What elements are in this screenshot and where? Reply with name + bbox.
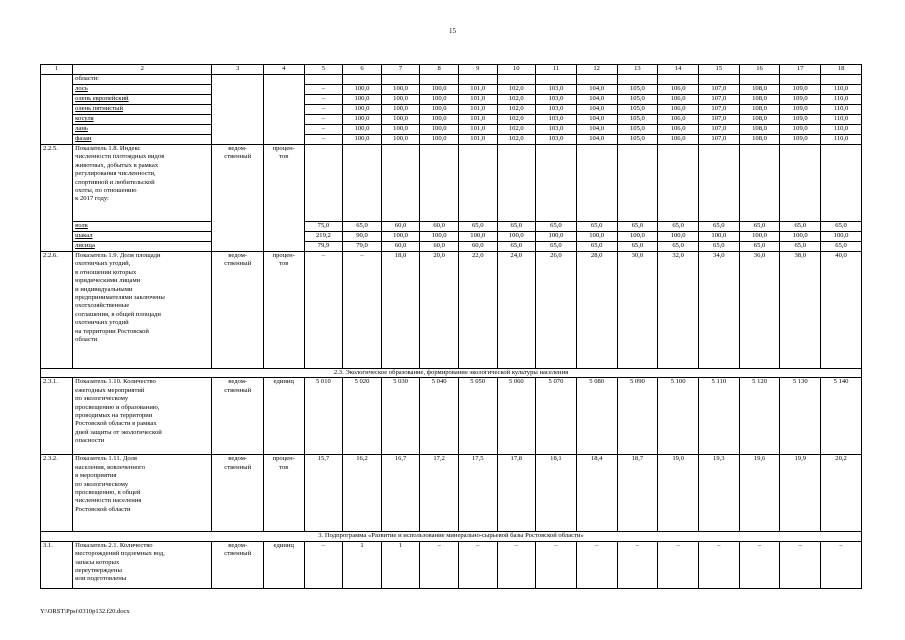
value-cell: 18,7 (617, 455, 658, 532)
section-title: 3. Подпрограмма «Развитие и использование минерально-сырьевой базы Ростовской области» (41, 532, 862, 541)
value-cell: 103,0 (536, 135, 577, 145)
value-cell: 79,0 (343, 242, 382, 252)
value-cell: 105,0 (617, 85, 658, 95)
value-cell: 65,0 (739, 242, 780, 252)
value-cell: 18,4 (576, 455, 617, 532)
value-cell: 106,0 (658, 115, 699, 125)
value-cell: 65,0 (780, 222, 821, 232)
value-cell: 100,0 (381, 105, 420, 115)
value-cell (739, 145, 780, 222)
value-cell: – (497, 541, 536, 588)
value-cell: 100,0 (381, 135, 420, 145)
value-cell: 104,0 (576, 105, 617, 115)
value-cell (458, 145, 497, 222)
section-title: 2.3. Экологическое образование, формирование экологической культуры населения (41, 369, 862, 378)
value-cell: 107,0 (698, 135, 739, 145)
value-cell (821, 145, 862, 222)
value-cell (458, 75, 497, 85)
value-cell (304, 145, 343, 222)
value-cell: 60,0 (381, 222, 420, 232)
species-name: олень европейский (73, 95, 212, 105)
value-cell: 100,0 (536, 232, 577, 242)
indicator-name: Показатель 1.11. Доля населения, вовлеченного в мероприятия по экологическому просвещению, в общей численности населения Ростовской области (73, 455, 212, 532)
value-cell: 102,0 (497, 85, 536, 95)
value-cell: 100,0 (381, 85, 420, 95)
table-row (41, 95, 862, 105)
value-cell: – (304, 95, 343, 105)
value-cell: 108,0 (739, 105, 780, 115)
value-cell: – (304, 115, 343, 125)
value-cell: 103,0 (536, 105, 577, 115)
value-cell: 100,0 (420, 125, 459, 135)
value-cell: 1 (381, 541, 420, 588)
species-name: косуля (73, 115, 212, 125)
value-cell: 100,0 (343, 125, 382, 135)
value-cell: 100,0 (343, 115, 382, 125)
value-cell: 107,0 (698, 85, 739, 95)
value-cell: 5 120 (739, 378, 780, 455)
value-cell: – (739, 541, 780, 588)
value-cell: 79,9 (304, 242, 343, 252)
value-cell: 107,0 (698, 125, 739, 135)
value-cell: 102,0 (497, 135, 536, 145)
value-cell: 65,0 (536, 242, 577, 252)
value-cell: 18,0 (381, 252, 420, 369)
value-cell: – (536, 541, 577, 588)
column-header: 14 (658, 65, 699, 75)
value-cell (381, 75, 420, 85)
value-cell: 105,0 (617, 135, 658, 145)
indicator-type: ведом- ственный (212, 145, 263, 252)
value-cell: – (304, 105, 343, 115)
value-cell (698, 75, 739, 85)
value-cell: – (304, 125, 343, 135)
value-cell: 100,0 (420, 115, 459, 125)
value-cell: – (658, 541, 699, 588)
value-cell: 5 090 (617, 378, 658, 455)
column-header: 3 (212, 65, 263, 75)
value-cell: 28,0 (576, 252, 617, 369)
value-cell: 110,0 (821, 85, 862, 95)
value-cell: 26,0 (536, 252, 577, 369)
indicator-name: Показатель 1.9. Доля площади охотничьих угодий, в отношении которых юридическими лицами и индивидуальными предпринимателями заключены охотхозяйственные соглашения, в общей площади охотничьих угодий на территории Ростовской области (73, 252, 212, 369)
value-cell: 100,0 (458, 232, 497, 242)
column-header: 17 (780, 65, 821, 75)
species-name: лисица (73, 242, 212, 252)
value-cell: 36,0 (739, 252, 780, 369)
value-cell: 100,0 (343, 105, 382, 115)
value-cell (780, 75, 821, 85)
value-cell: 16,7 (381, 455, 420, 532)
indicator-type: ведом- ственный (212, 541, 263, 588)
column-header: 15 (698, 65, 739, 75)
value-cell (497, 145, 536, 222)
number-cell (41, 75, 73, 145)
indicator-type: ведом- ственный (212, 378, 263, 455)
column-header: 7 (381, 65, 420, 75)
value-cell: 101,0 (458, 125, 497, 135)
value-cell: – (698, 541, 739, 588)
value-cell: 100,0 (739, 232, 780, 242)
value-cell (420, 145, 459, 222)
table-row (41, 105, 862, 115)
value-cell: 107,0 (698, 105, 739, 115)
value-cell: 17,5 (458, 455, 497, 532)
value-cell: 103,0 (536, 85, 577, 95)
header-row (41, 65, 862, 75)
value-cell (658, 145, 699, 222)
value-cell: 65,0 (821, 222, 862, 232)
indicator-unit: процен- тов (263, 145, 304, 252)
value-cell: 5 100 (658, 378, 699, 455)
value-cell: 100,0 (343, 95, 382, 105)
value-cell: 30,0 (617, 252, 658, 369)
value-cell (780, 145, 821, 222)
value-cell: – (458, 541, 497, 588)
value-cell: 101,0 (458, 85, 497, 95)
row-number: 2.3.2. (41, 455, 73, 532)
row-number: 2.3.1. (41, 378, 73, 455)
value-cell: 109,0 (780, 105, 821, 115)
value-cell: – (420, 541, 459, 588)
value-cell: 109,0 (780, 95, 821, 105)
column-header: 16 (739, 65, 780, 75)
value-cell: 107,0 (698, 115, 739, 125)
indicator-unit: процен- тов (263, 455, 304, 532)
value-cell (617, 75, 658, 85)
indicator-unit: процен- тов (263, 252, 304, 369)
species-name: фазан (73, 135, 212, 145)
value-cell: 65,0 (617, 242, 658, 252)
value-cell: 65,0 (739, 222, 780, 232)
value-cell: 106,0 (658, 135, 699, 145)
value-cell: – (304, 541, 343, 588)
value-cell: 65,0 (536, 222, 577, 232)
value-cell: 65,0 (497, 242, 536, 252)
value-cell: 110,0 (821, 105, 862, 115)
value-cell: 108,0 (739, 135, 780, 145)
indicator-unit: единиц (263, 378, 304, 455)
value-cell: 108,0 (739, 125, 780, 135)
value-cell: 104,0 (576, 115, 617, 125)
file-path-footer: Y:\ORST\Ppsi\0310p132.f20.docx (40, 608, 130, 615)
value-cell: 110,0 (821, 95, 862, 105)
value-cell: 65,0 (343, 222, 382, 232)
value-cell (821, 75, 862, 85)
value-cell (497, 75, 536, 85)
value-cell: 109,0 (780, 135, 821, 145)
value-cell: 100,0 (420, 85, 459, 95)
value-cell: 108,0 (739, 115, 780, 125)
value-cell: 19,3 (698, 455, 739, 532)
indicator-name: Показатель 1.8. Индекс численности плотоядных видов животных, добытых в рамках регулирования численности, спортивной и любительской охоты, по отношению к 2017 году: (73, 145, 212, 222)
row-number: 2.2.6. (41, 252, 73, 369)
value-cell: 60,0 (420, 242, 459, 252)
value-cell (576, 75, 617, 85)
value-cell: 100,0 (343, 135, 382, 145)
value-cell: 100,0 (381, 125, 420, 135)
value-cell: 65,0 (497, 222, 536, 232)
value-cell: 106,0 (658, 95, 699, 105)
value-cell: 110,0 (821, 135, 862, 145)
table-row (41, 125, 862, 135)
value-cell: 100,0 (780, 232, 821, 242)
value-cell: 100,0 (381, 95, 420, 105)
value-cell: 5 010 (304, 378, 343, 455)
value-cell: 65,0 (698, 222, 739, 232)
value-cell: 34,0 (698, 252, 739, 369)
table-row (41, 541, 862, 588)
table-row (41, 232, 862, 242)
species-name: лань (73, 125, 212, 135)
table-row (41, 135, 862, 145)
value-cell: 107,0 (698, 95, 739, 105)
value-cell: 60,0 (458, 242, 497, 252)
value-cell: 5 060 (497, 378, 536, 455)
value-cell: 101,0 (458, 135, 497, 145)
value-cell: 17,2 (420, 455, 459, 532)
indicator-name: Показатель 2.1. Количество месторождений подземных вод, запасы которых переутверждены или подготовлены (73, 541, 212, 588)
species-name: волк (73, 222, 212, 232)
value-cell: 65,0 (458, 222, 497, 232)
table-row (41, 252, 862, 369)
value-cell: 5 070 (536, 378, 577, 455)
column-header: 1 (41, 65, 73, 75)
value-cell: 102,0 (497, 115, 536, 125)
unit-cell (263, 75, 304, 145)
value-cell: 18,1 (536, 455, 577, 532)
value-cell: 32,0 (658, 252, 699, 369)
value-cell (658, 75, 699, 85)
value-cell: 100,0 (617, 232, 658, 242)
value-cell: 60,0 (381, 242, 420, 252)
value-cell: 17,8 (497, 455, 536, 532)
column-header: 12 (576, 65, 617, 75)
column-header: 6 (343, 65, 382, 75)
value-cell: 100,0 (420, 135, 459, 145)
value-cell: 110,0 (821, 125, 862, 135)
value-cell (304, 75, 343, 85)
table-row (41, 145, 862, 222)
value-cell: 103,0 (536, 95, 577, 105)
value-cell: 100,0 (381, 115, 420, 125)
value-cell: 101,0 (458, 115, 497, 125)
value-cell: 19,0 (658, 455, 699, 532)
value-cell: 40,0 (821, 252, 862, 369)
value-cell: 60,0 (420, 222, 459, 232)
column-header: 13 (617, 65, 658, 75)
value-cell: 1 (343, 541, 382, 588)
value-cell: 5 130 (780, 378, 821, 455)
value-cell: 100,0 (698, 232, 739, 242)
page-number: 15 (449, 27, 456, 35)
value-cell: 16,2 (343, 455, 382, 532)
value-cell: 100,0 (420, 105, 459, 115)
value-cell: 103,0 (536, 115, 577, 125)
value-cell: 19,9 (780, 455, 821, 532)
value-cell: 105,0 (617, 95, 658, 105)
indicator-unit: единиц (263, 541, 304, 588)
value-cell: 100,0 (343, 85, 382, 95)
value-cell: 15,7 (304, 455, 343, 532)
value-cell: 100,0 (821, 232, 862, 242)
table-row (41, 115, 862, 125)
value-cell: – (304, 252, 343, 369)
species-name: лось (73, 85, 212, 95)
value-cell (536, 145, 577, 222)
value-cell (617, 145, 658, 222)
value-cell: 102,0 (497, 105, 536, 115)
section-row (41, 369, 862, 378)
value-cell: 5 040 (420, 378, 459, 455)
value-cell: 104,0 (576, 125, 617, 135)
value-cell: 20,0 (420, 252, 459, 369)
value-cell: 5 140 (821, 378, 862, 455)
indicators-table (40, 64, 862, 589)
value-cell (739, 75, 780, 85)
value-cell: 24,0 (497, 252, 536, 369)
value-cell: 100,0 (420, 95, 459, 105)
value-cell: 65,0 (821, 242, 862, 252)
value-cell (698, 145, 739, 222)
value-cell: 100,0 (420, 232, 459, 242)
value-cell: – (343, 252, 382, 369)
value-cell: 109,0 (780, 125, 821, 135)
table-row (41, 85, 862, 95)
value-cell: 105,0 (617, 105, 658, 115)
table-row (41, 378, 862, 455)
value-cell: 75,0 (304, 222, 343, 232)
value-cell: 105,0 (617, 125, 658, 135)
value-cell: 106,0 (658, 105, 699, 115)
value-cell: 100,0 (576, 232, 617, 242)
indicator-type: ведом- ственный (212, 252, 263, 369)
value-cell (576, 145, 617, 222)
value-cell: – (821, 541, 862, 588)
value-cell: – (780, 541, 821, 588)
value-cell: 106,0 (658, 125, 699, 135)
value-cell: 5 110 (698, 378, 739, 455)
value-cell: 65,0 (698, 242, 739, 252)
species-name: шакал (73, 232, 212, 242)
value-cell: 108,0 (739, 95, 780, 105)
value-cell: 38,0 (780, 252, 821, 369)
value-cell (343, 145, 382, 222)
column-header: 4 (263, 65, 304, 75)
value-cell: – (617, 541, 658, 588)
table-row (41, 242, 862, 252)
value-cell: 102,0 (497, 95, 536, 105)
section-row (41, 532, 862, 541)
value-cell: 19,6 (739, 455, 780, 532)
value-cell (420, 75, 459, 85)
species-name: олень пятнистый (73, 105, 212, 115)
value-cell: 20,2 (821, 455, 862, 532)
value-cell: 100,0 (658, 232, 699, 242)
table-row (41, 455, 862, 532)
value-cell: 101,0 (458, 95, 497, 105)
value-cell: 5 050 (458, 378, 497, 455)
value-cell (536, 75, 577, 85)
value-cell: 103,0 (536, 125, 577, 135)
value-cell: 110,0 (821, 115, 862, 125)
value-cell: 106,0 (658, 85, 699, 95)
value-cell: 104,0 (576, 85, 617, 95)
table-row (41, 75, 862, 85)
value-cell: 219,2 (304, 232, 343, 242)
value-cell: – (304, 85, 343, 95)
value-cell: – (304, 135, 343, 145)
row-number: 3.1. (41, 541, 73, 588)
value-cell: 109,0 (780, 115, 821, 125)
value-cell: 90,0 (343, 232, 382, 242)
value-cell: 5 030 (381, 378, 420, 455)
value-cell: 100,0 (381, 232, 420, 242)
indicator-name: области: (73, 75, 212, 85)
value-cell: 65,0 (576, 222, 617, 232)
value-cell: – (576, 541, 617, 588)
value-cell (343, 75, 382, 85)
indicator-name: Показатель 1.10. Количество ежегодных мероприятий по экологическому просвещению и образованию, проводимых на территории Ростовской области в рамках дней защиты от экологической опасности (73, 378, 212, 455)
value-cell: 65,0 (617, 222, 658, 232)
value-cell: 102,0 (497, 125, 536, 135)
value-cell: 104,0 (576, 135, 617, 145)
column-header: 9 (458, 65, 497, 75)
row-number: 2.2.5. (41, 145, 73, 252)
column-header: 2 (73, 65, 212, 75)
value-cell: 100,0 (497, 232, 536, 242)
value-cell: 104,0 (576, 95, 617, 105)
indicator-type: ведом- ственный (212, 455, 263, 532)
value-cell: 65,0 (658, 222, 699, 232)
value-cell: 109,0 (780, 85, 821, 95)
value-cell: 22,0 (458, 252, 497, 369)
column-header: 10 (497, 65, 536, 75)
value-cell: 65,0 (576, 242, 617, 252)
value-cell: 65,0 (780, 242, 821, 252)
value-cell: 65,0 (658, 242, 699, 252)
value-cell: 105,0 (617, 115, 658, 125)
value-cell (381, 145, 420, 222)
value-cell: 5 080 (576, 378, 617, 455)
value-cell: 108,0 (739, 85, 780, 95)
column-header: 18 (821, 65, 862, 75)
value-cell: 101,0 (458, 105, 497, 115)
value-cell: 5 020 (343, 378, 382, 455)
table-row (41, 222, 862, 232)
column-header: 11 (536, 65, 577, 75)
column-header: 5 (304, 65, 343, 75)
column-header: 8 (420, 65, 459, 75)
type-cell (212, 75, 263, 145)
